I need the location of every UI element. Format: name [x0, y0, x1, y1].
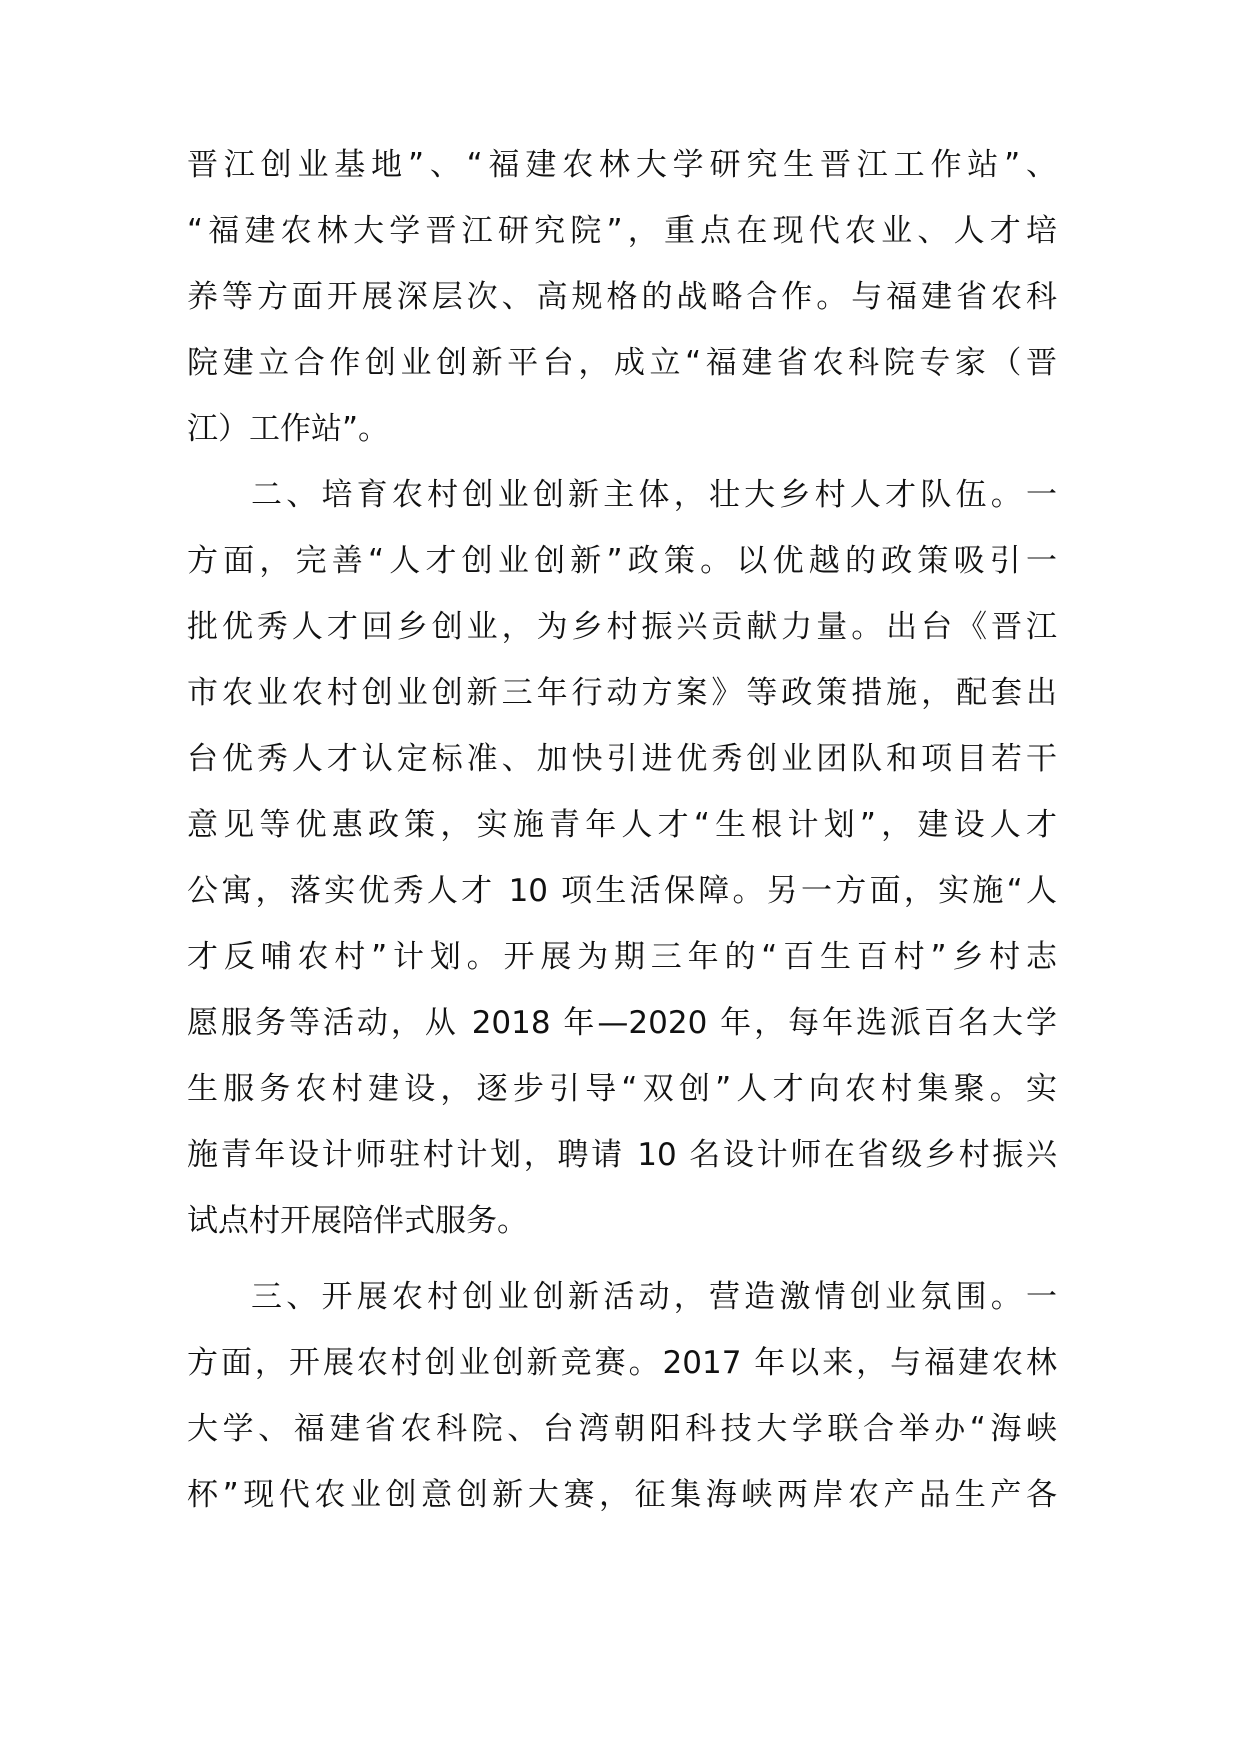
text-line: 愿服务等活动，从 2018 年—2020 年，每年选派百名大学 — [187, 1005, 1057, 1041]
text-line: 批优秀人才回乡创业，为乡村振兴贡献力量。出台《晋江 — [187, 609, 1057, 645]
paragraph-3 — [187, 1264, 1057, 1528]
text-line: 杯”现代农业创意创新大赛，征集海峡两岸农产品生产各 — [187, 1477, 1057, 1513]
text-line: 三、开展农村创业创新活动，营造激情创业氛围。一 — [251, 1279, 1057, 1315]
text-line: 施青年设计师驻村计划，聘请 10 名设计师在省级乡村振兴 — [187, 1137, 1057, 1173]
text-line: 方面，开展农村创业创新竞赛。2017 年以来，与福建农林 — [187, 1345, 1057, 1381]
text-line: 大学、福建省农科院、台湾朝阳科技大学联合举办“海峡 — [187, 1411, 1057, 1447]
text-line: 试点村开展陪伴式服务。 — [187, 1203, 528, 1239]
text-line: 二、培育农村创业创新主体，壮大乡村人才队伍。一 — [251, 477, 1057, 513]
text-line: 公寓，落实优秀人才 10 项生活保障。另一方面，实施“人 — [187, 873, 1057, 909]
text-line: 养等方面开展深层次、高规格的战略合作。与福建省农科 — [187, 279, 1057, 315]
text-line: 院建立合作创业创新平台，成立“福建省农科院专家（晋 — [187, 345, 1057, 381]
text-line: 市农业农村创业创新三年行动方案》等政策措施，配套出 — [187, 675, 1057, 711]
text-line: 江）工作站”。 — [187, 411, 390, 447]
text-line: 才反哺农村”计划。开展为期三年的“百生百村”乡村志 — [187, 939, 1057, 975]
text-line: 方面，完善“人才创业创新”政策。以优越的政策吸引一 — [187, 543, 1057, 579]
text-line: 晋江创业基地”、“福建农林大学研究生晋江工作站”、 — [187, 147, 1057, 183]
paragraph-1 — [187, 132, 1057, 462]
text-line: 生服务农村建设，逐步引导“双创”人才向农村集聚。实 — [187, 1071, 1057, 1107]
paragraph-2 — [187, 462, 1057, 1254]
text-line: 台优秀人才认定标准、加快引进优秀创业团队和项目若干 — [187, 741, 1057, 777]
text-line: “福建农林大学晋江研究院”，重点在现代农业、人才培 — [187, 213, 1057, 249]
text-line: 意见等优惠政策，实施青年人才“生根计划”，建设人才 — [187, 807, 1057, 843]
